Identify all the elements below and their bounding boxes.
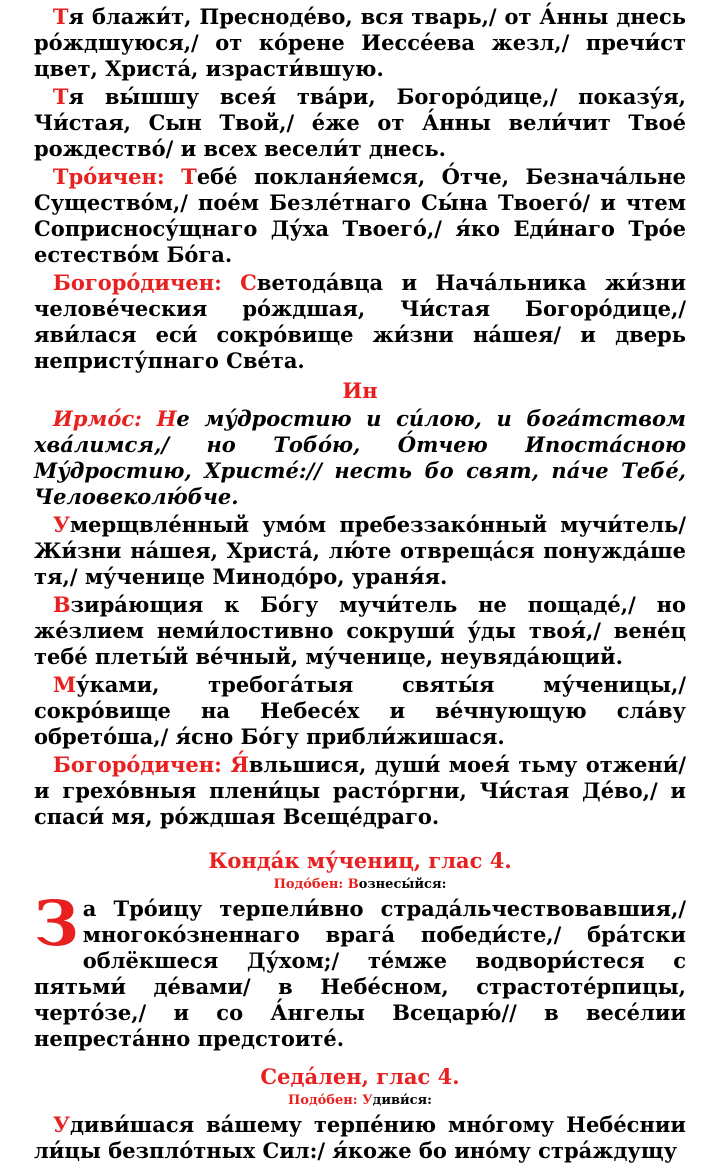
- verse-initial: Н: [156, 406, 177, 431]
- verse-1: [34, 4, 686, 82]
- verse-initial: Я́: [230, 752, 249, 777]
- verse-2: [34, 84, 686, 162]
- verse-text: мерщвле́нный умо́м пребеззако́нный мучи́тель/ Жи́зни на́шея, Христа́, лю́те отвреща́ся понужда́ше тя,/ му́ченице Минодо́ро, ураня́я.: [34, 512, 686, 589]
- verse-initial: С: [240, 270, 257, 295]
- verse-text: диви́шася ва́шему терпе́нию мно́гому Небе́снии ли́цы безпло́тных Сил:/ я́коже бо ино́му стра́ждущу: [34, 1112, 686, 1163]
- podoben-label: Подо́бен:: [273, 877, 348, 892]
- verse-text: а Тро́ицу терпели́вно страда́льчествовавшия,/ многоко́зненнаго врага́ победи́сте,/ бра́тски облёкшеся Ду́хом;/ те́мже водвори́стеся с пятьми́ де́вами/ в Небе́сном, страстоте́рпицы, черто́зе,/ и со А́нгелы Всецарю́// в весе́лии непреста́нно предстоите́.: [34, 896, 686, 1051]
- verse-initial: В: [52, 592, 71, 617]
- podoben-text: диви́ся:: [372, 1093, 432, 1108]
- verse-initial: У: [52, 1112, 70, 1137]
- verse-initial: М: [52, 672, 77, 697]
- bogorodichen-verse: [34, 270, 686, 374]
- verse-text: я вы́шшу всея́ тва́ри, Богоро́дице,/ показу́я, Чи́стая, Сын Твой,/ е́же от А́нны вели́чит Твое́ рождество́/ и всех весели́т днесь.: [34, 84, 686, 161]
- verse-text: зира́ющия к Бо́гу мучи́тель не пощаде́,/ но же́злием неми́лостивно сокруши́ у́ды твоя́,/ вене́ц тебе́ плеты́й ве́чный, му́ченице, неувяда́ющий.: [34, 592, 686, 669]
- in-heading: Ин: [342, 378, 378, 403]
- verse-7: [34, 672, 686, 750]
- sedalen-text: [34, 1112, 686, 1164]
- bogorodichen-verse-2: [34, 752, 686, 830]
- verse-text: ветода́вца и Нача́льника жи́зни челове́ческия ро́ждшая, Чи́стая Богоро́дице,/ яви́лася еси́ сокро́вище жи́зни на́шея/ и дверь непристу́пнаго Све́та.: [34, 270, 686, 373]
- verse-6: [34, 592, 686, 670]
- verse-text: ебе́ покланя́емся, О́тче, Безнача́льне Существо́м,/ пое́м Безле́тнаго Сы́на Твоего́/ и чтем Соприсносу́щнаго Ду́ха Твоего́,/ я́ко Еди́наго Тро́е естество́м Бо́га.: [34, 164, 686, 267]
- sedalen-heading: Седа́лен, глас 4.: [260, 1064, 460, 1089]
- verse-text: у́ками, требога́тыя святы́я му́ченицы,/ сокро́вище на Небесе́х и ве́чнующую сла́ву обрето́ша,/ я́сно Бо́гу прибли́жишася.: [34, 672, 686, 749]
- sedalen-podoben: [34, 1092, 686, 1110]
- podoben-initial: У: [362, 1093, 373, 1108]
- verse-initial: Т: [181, 164, 197, 189]
- bogorodichen-label: Богоро́дичен:: [52, 752, 231, 777]
- verse-text: я блажи́т, Пресноде́во, вся тварь,/ от А́нны днесь ро́ждшуюся,/ от ко́рене Иессе́ева жезл,/ пречи́ст цвет, Христа́, израсти́вшую.: [34, 4, 686, 81]
- podoben-text: ознесы́йся:: [358, 877, 447, 892]
- verse-initial: У: [52, 512, 70, 537]
- troichen-label: Тро́ичен:: [52, 164, 182, 189]
- bogorodichen-label: Богоро́дичен:: [52, 270, 241, 295]
- kondak-text: [34, 887, 686, 1052]
- verse-initial: Т: [52, 4, 69, 29]
- podoben-label: Подо́бен:: [288, 1093, 363, 1108]
- podoben-initial: В: [347, 877, 359, 892]
- verse-initial: Т: [52, 84, 69, 109]
- kondak-dropcap: З: [34, 887, 79, 960]
- verse-text: е му́дростию и си́лою, и бога́тством хва́лимся,/ но Тобо́ю, О́тчею Ипоста́сною Му́дростию, Христе́:// несть бо свят, па́че Тебе́, Человеколю́бче.: [34, 406, 686, 509]
- kondak-heading: Конда́к му́чениц, глас 4.: [208, 848, 512, 873]
- irmos-label: Ирмо́с:: [52, 406, 157, 431]
- verse-5: [34, 512, 686, 590]
- irmos-verse: [34, 406, 686, 510]
- kondak-podoben: [34, 876, 686, 894]
- document-page: [34, 4, 686, 1166]
- verse-text: вльшися, души́ моея́ тьму отжени́/ и грехо́вныя плени́цы расто́ргни, Чи́стая Де́во,/ и спаси́ мя, ро́ждшая Всеще́драго.: [34, 752, 686, 829]
- troichen-verse: [34, 164, 686, 268]
